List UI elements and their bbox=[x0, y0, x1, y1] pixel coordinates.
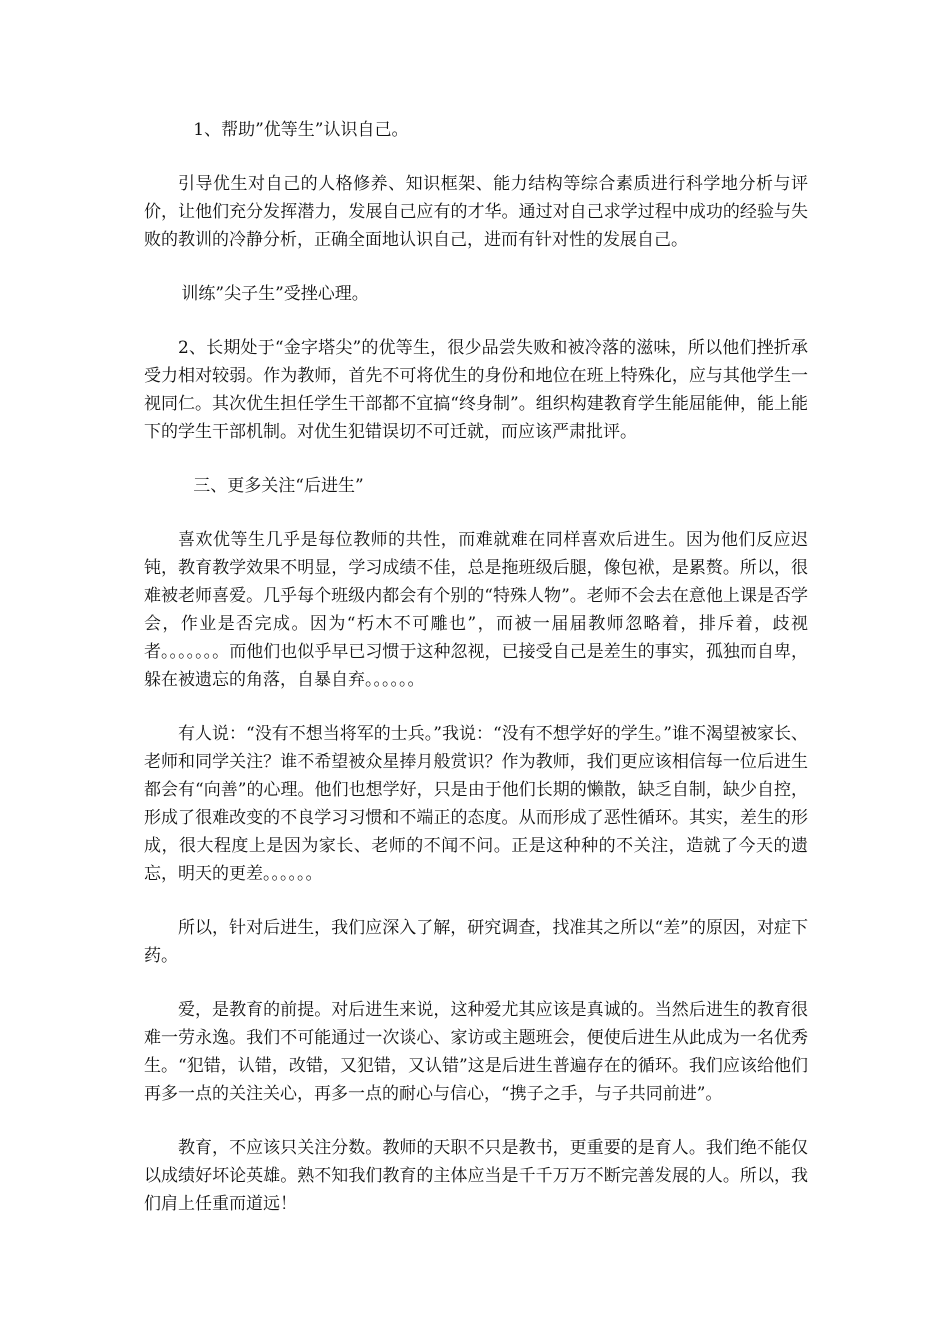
paragraph-7: 教育，不应该只关注分数。教师的天职不只是教书，更重要的是育人。我们绝不能仅以成绩好坏论英雄。熟不知我们教育的主体应当是千千万万不断完善发展的人。所以，我们肩上任重而道远！ bbox=[144, 1138, 808, 1214]
paragraph-6: 爱，是教育的前提。对后进生来说，这种爱尤其应该是真诚的。当然后进生的教育很难一劳永逸。我们不可能通过一次谈心、家访或主题班会，便使后进生从此成为一名优秀生。“犯错，认错，改错，又犯错，又认错”这是后进生普遍存在的循环。我们应该给他们再多一点的关注关心，再多一点的耐心与信心，“携子之手，与子共同前进”。 bbox=[144, 1000, 808, 1104]
paragraph-4: 有人说：“没有不想当将军的士兵。”我说：“没有不想学好的学生。”谁不渴望被家长、老师和同学关注？谁不希望被众星捧月般赏识？作为教师，我们更应该相信每一位后进生都会有“向善”的心理。他们也想学好，只是由于他们长期的懒散，缺乏自制，缺少自控，形成了很难改变的不良学习习惯和不端正的态度。从而形成了恶性循环。其实，差生的形成，很大程度上是因为家长、老师的不闻不问。正是这种种的不关注，造就了今天的遗忘，明天的更差。。。。。。 bbox=[144, 724, 808, 884]
paragraph-2: 2、长期处于“金字塔尖”的优等生，很少品尝失败和被冷落的滋味，所以他们挫折承受力相对较弱。作为教师，首先不可将优生的身份和地位在班上特殊化，应与其他学生一视同仁。其次优生担任学生干部都不宜搞“终身制”。组织构建教育学生能屈能伸，能上能下的学生干部机制。对优生犯错误切不可迁就，而应该严肃批评。 bbox=[144, 338, 808, 442]
paragraph-5: 所以，针对后进生，我们应深入了解，研究调查，找准其之所以“差”的原因，对症下药。 bbox=[144, 918, 808, 966]
section-heading-3: 三、更多关注“后进生” bbox=[193, 476, 364, 496]
document-page bbox=[144, 116, 808, 1244]
paragraph-3: 喜欢优等生几乎是每位教师的共性，而难就难在同样喜欢后进生。因为他们反应迟钝，教育教学效果不明显，学习成绩不佳，总是拖班级后腿，像包袱，是累赘。所以，很难被老师喜爱。几乎每个班级内都会有个别的“特殊人物”。老师不会去在意他上课是否学会，作业是否完成。因为“朽木不可雕也”，而被一届届教师忽略着，排斥着，歧视者。。。。。。。而他们也似乎早已习惯于这种忽视，已接受自己是差生的事实，孤独而自卑，躲在被遗忘的角落，自暴自弃。。。。。。 bbox=[144, 530, 808, 690]
paragraph-1: 引导优生对自己的人格修养、知识框架、能力结构等综合素质进行科学地分析与评价，让他们充分发挥潜力，发展自己应有的才华。通过对自己求学过程中成功的经验与失败的教训的冷静分析，正确全面地认识自己，进而有针对性的发展自己。 bbox=[144, 174, 808, 250]
section-heading-2: 训练”尖子生”受挫心理。 bbox=[181, 284, 369, 304]
section-heading-1: 1、帮助”优等生”认识自己。 bbox=[193, 120, 409, 140]
